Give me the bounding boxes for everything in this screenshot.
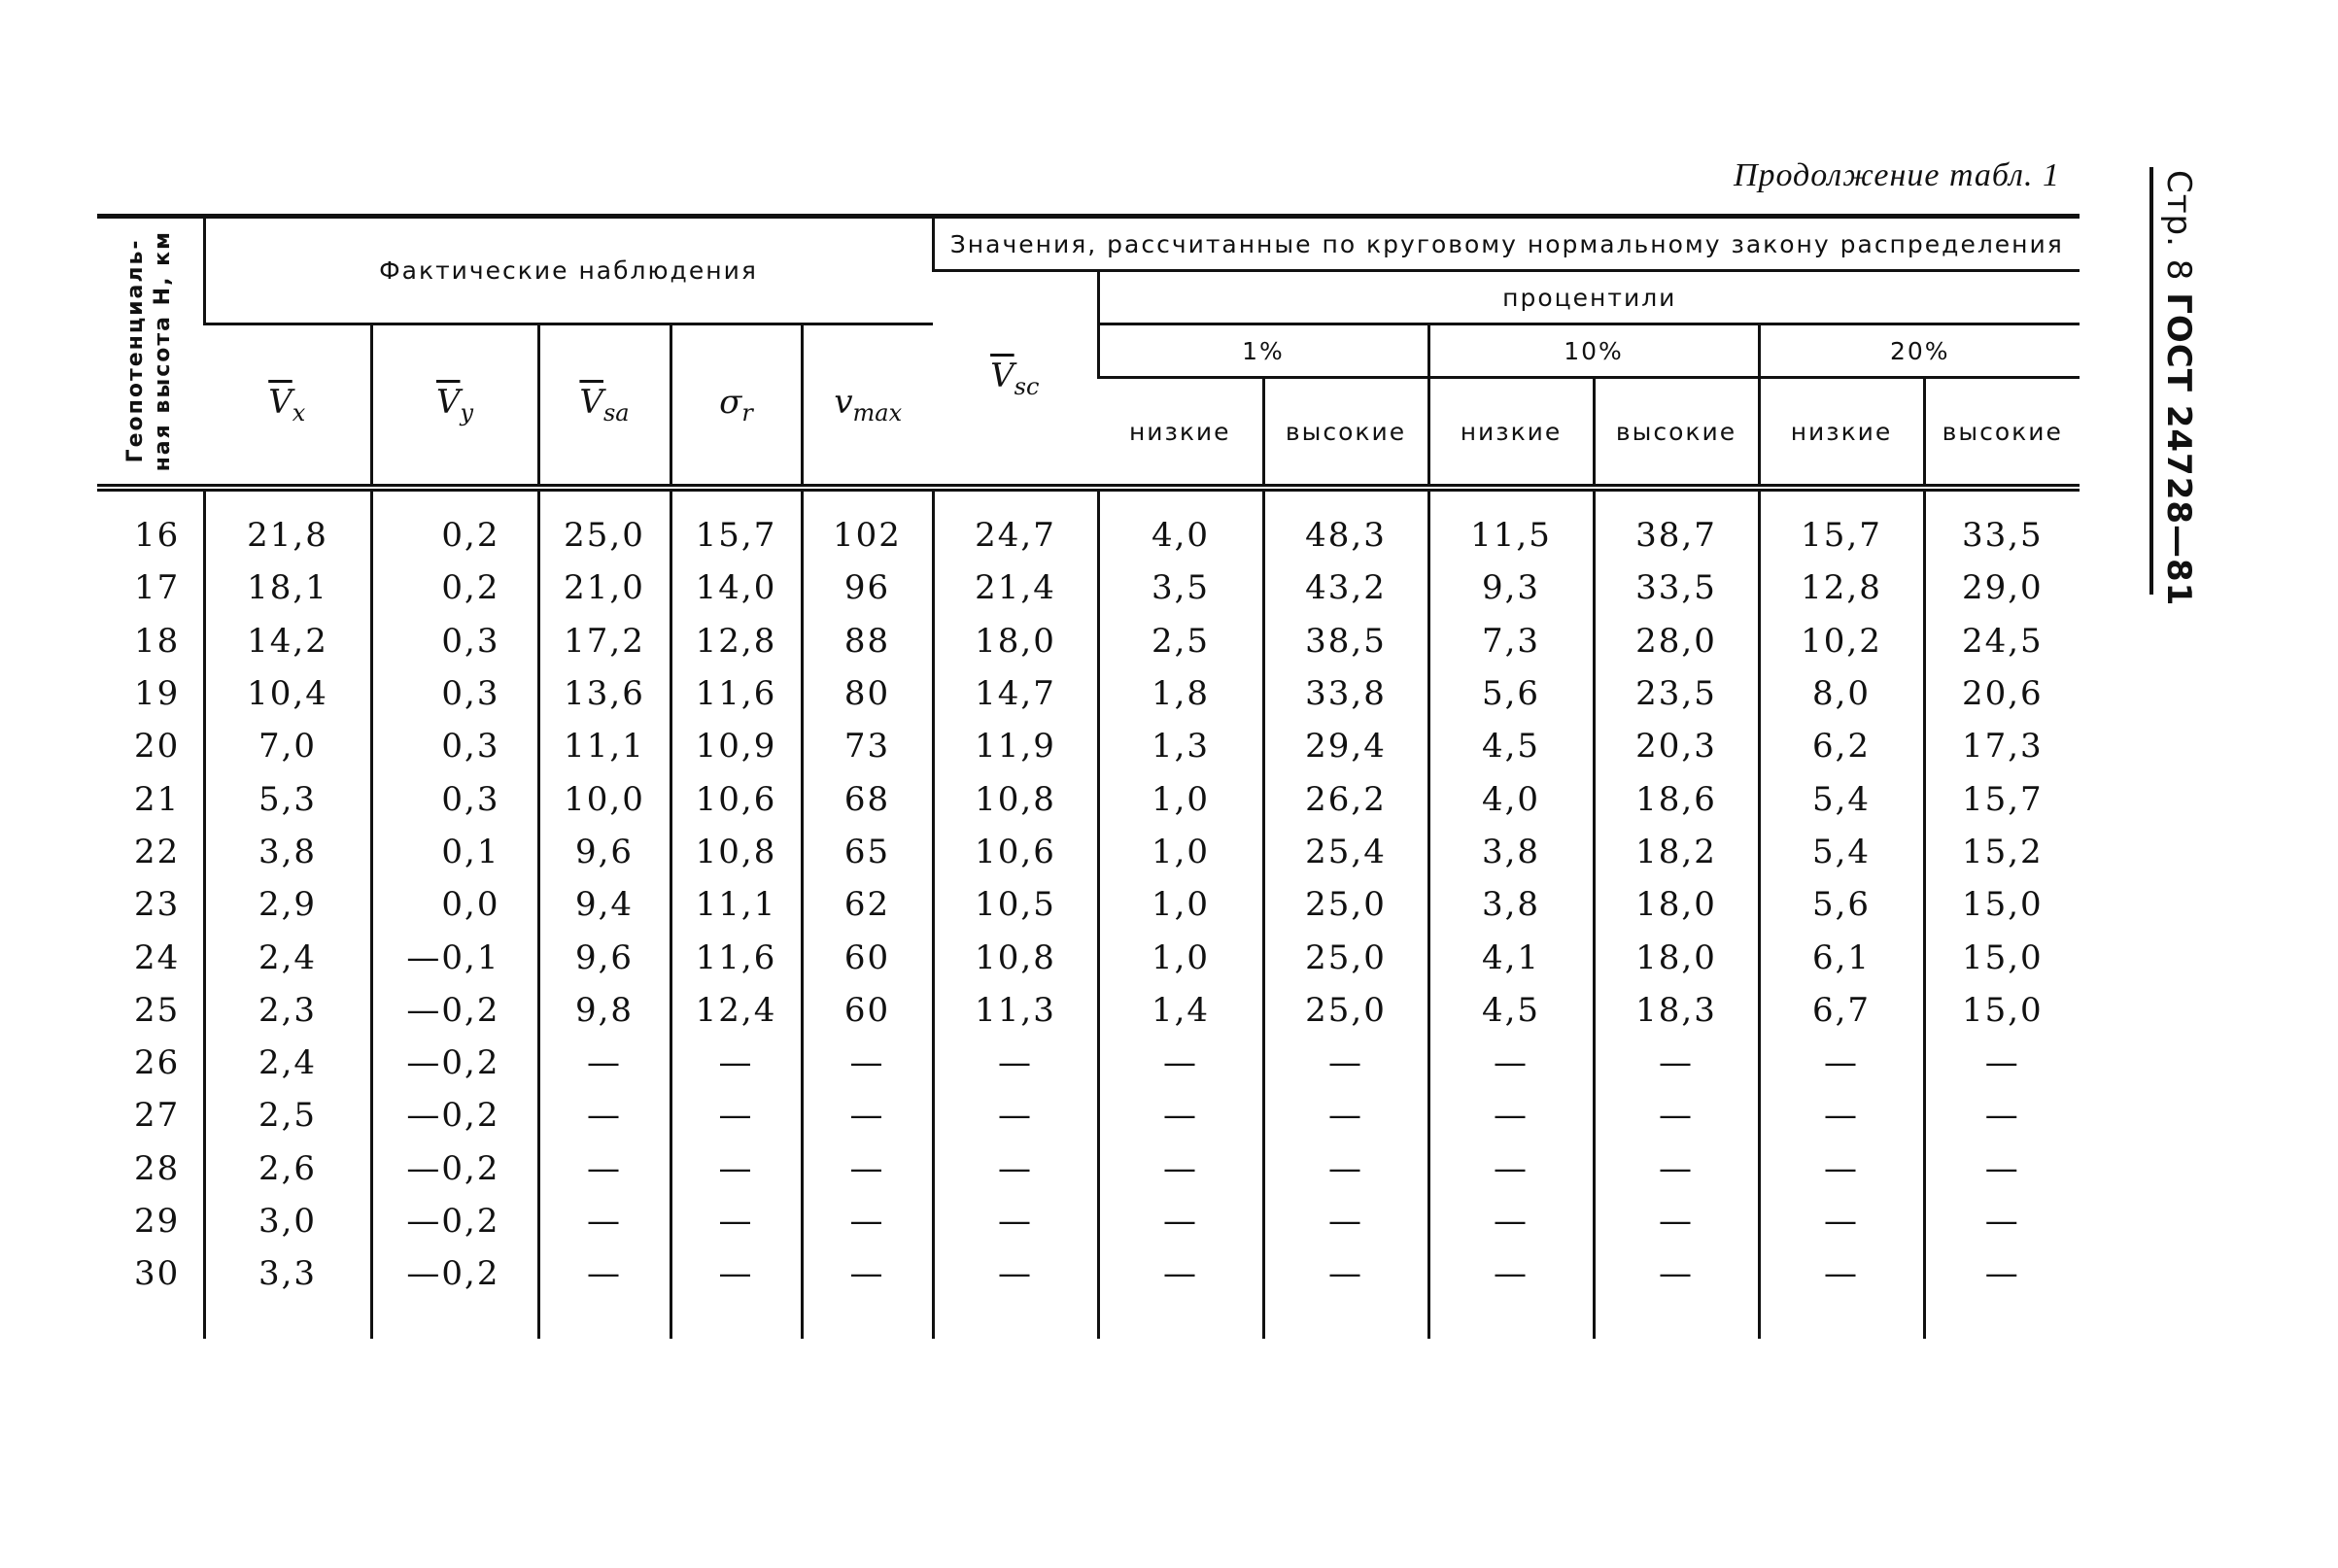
cell-vy: —0,2 xyxy=(371,984,538,1037)
cell-height: 27 xyxy=(134,1096,181,1136)
cell-sigma-r: 14,0 xyxy=(670,562,802,614)
cell-p10-high: 20,3 xyxy=(1594,720,1759,772)
header-p1-high: высокие xyxy=(1263,378,1428,489)
cell-vmax: — xyxy=(802,1089,933,1142)
cell-p20-low: — xyxy=(1759,1195,1924,1247)
cell-p10-low: — xyxy=(1428,1089,1594,1142)
cell-sigma-r: 11,6 xyxy=(670,931,802,983)
cell-p1-low: — xyxy=(1098,1142,1263,1195)
cell-p1-high: 25,0 xyxy=(1263,878,1428,931)
cell-vy: 0,3 xyxy=(371,772,538,825)
cell-vmax: 80 xyxy=(802,667,933,720)
cell-vmax: 96 xyxy=(802,562,933,614)
cell-p1-high: 25,0 xyxy=(1263,984,1428,1037)
cell-p10-high: 18,2 xyxy=(1594,826,1759,878)
cell-vmax: — xyxy=(802,1142,933,1195)
cell-p20-high: 15,2 xyxy=(1924,826,2080,878)
cell-vx: 3,0 xyxy=(204,1195,371,1247)
cell-vx: 2,6 xyxy=(204,1142,371,1195)
header-percentiles: процентили xyxy=(1098,271,2080,324)
cell-p20-low: 5,6 xyxy=(1759,878,1924,931)
cell-height: 30 xyxy=(134,1254,181,1294)
cell-vy: —0,2 xyxy=(371,1037,538,1089)
cell-sigma-r: 11,1 xyxy=(670,878,802,931)
cell-sigma-r: — xyxy=(670,1195,802,1247)
cell-p20-high: 15,7 xyxy=(1924,772,2080,825)
table-row xyxy=(97,772,2080,825)
cell-height: 23 xyxy=(134,885,181,925)
cell-p10-low: — xyxy=(1428,1195,1594,1247)
header-vx: $\overline{V}_x$ xyxy=(204,324,371,489)
cell-p1-low: — xyxy=(1098,1037,1263,1089)
cell-p1-low: 4,0 xyxy=(1098,488,1263,562)
table-row xyxy=(97,878,2080,931)
cell-p1-low: — xyxy=(1098,1195,1263,1247)
cell-p1-high: — xyxy=(1263,1089,1428,1142)
cell-vx: 10,4 xyxy=(204,667,371,720)
cell-vmax: 60 xyxy=(802,984,933,1037)
table-row xyxy=(97,1195,2080,1247)
cell-p20-high: 15,0 xyxy=(1924,931,2080,983)
cell-vx: 2,4 xyxy=(204,1037,371,1089)
cell-p20-high: 33,5 xyxy=(1924,488,2080,562)
table-row xyxy=(97,1089,2080,1142)
cell-sigma-r: 12,8 xyxy=(670,615,802,667)
cell-sigma-r: — xyxy=(670,1142,802,1195)
cell-p20-low: 12,8 xyxy=(1759,562,1924,614)
cell-vsc: — xyxy=(933,1089,1098,1142)
cell-sigma-r: — xyxy=(670,1247,802,1339)
cell-vsc: 10,8 xyxy=(933,931,1098,983)
cell-p20-low: — xyxy=(1759,1142,1924,1195)
cell-p20-low: 15,7 xyxy=(1759,488,1924,562)
cell-vsa: 13,6 xyxy=(538,667,670,720)
cell-p1-high: — xyxy=(1263,1142,1428,1195)
cell-p20-high: 15,0 xyxy=(1924,878,2080,931)
cell-vsa: 11,1 xyxy=(538,720,670,772)
header-p1: 1% xyxy=(1098,324,1428,378)
cell-vsc: — xyxy=(933,1247,1098,1339)
cell-vx: 14,2 xyxy=(204,615,371,667)
cell-p20-low: — xyxy=(1759,1037,1924,1089)
cell-p10-high: 23,5 xyxy=(1594,667,1759,720)
cell-vy: 0,1 xyxy=(371,826,538,878)
cell-vmax: 102 xyxy=(802,488,933,562)
cell-p1-high: 43,2 xyxy=(1263,562,1428,614)
table-row xyxy=(97,931,2080,983)
cell-p10-low: 4,5 xyxy=(1428,984,1594,1037)
header-sigma-r: $\sigma_r$ xyxy=(670,324,802,489)
header-vmax: $v_{max}$ xyxy=(802,324,933,489)
cell-vsa: — xyxy=(538,1195,670,1247)
cell-vmax: 88 xyxy=(802,615,933,667)
header-p20-high: высокие xyxy=(1924,378,2080,489)
table-row xyxy=(97,562,2080,614)
cell-vx: 3,3 xyxy=(204,1247,371,1339)
cell-vy: 0,3 xyxy=(371,720,538,772)
cell-height: 19 xyxy=(134,674,181,714)
cell-vy: 0,2 xyxy=(371,562,538,614)
cell-p10-low: 4,1 xyxy=(1428,931,1594,983)
cell-vsc: 21,4 xyxy=(933,562,1098,614)
cell-p20-high: 24,5 xyxy=(1924,615,2080,667)
table-row xyxy=(97,1037,2080,1089)
header-vsc: $\overline{V}_{sc}$ xyxy=(933,271,1098,489)
cell-vsa: 9,6 xyxy=(538,931,670,983)
cell-vy: —0,2 xyxy=(371,1089,538,1142)
cell-vy: 0,0 xyxy=(371,878,538,931)
cell-vmax: — xyxy=(802,1195,933,1247)
header-p10-low: низкие xyxy=(1428,378,1594,489)
cell-p10-low: 5,6 xyxy=(1428,667,1594,720)
cell-vsc: 24,7 xyxy=(933,488,1098,562)
cell-p10-low: 9,3 xyxy=(1428,562,1594,614)
cell-sigma-r: 15,7 xyxy=(670,488,802,562)
cell-p1-high: 25,0 xyxy=(1263,931,1428,983)
cell-p10-high: 18,0 xyxy=(1594,878,1759,931)
cell-p20-low: 6,2 xyxy=(1759,720,1924,772)
header-calculated-values: Значения, рассчитанные по круговому нормальному закону распределения xyxy=(933,217,2080,271)
cell-height: 18 xyxy=(134,621,181,661)
header-p20-low: низкие xyxy=(1759,378,1924,489)
cell-vmax: 60 xyxy=(802,931,933,983)
cell-p10-high: 18,3 xyxy=(1594,984,1759,1037)
cell-p1-high: — xyxy=(1263,1247,1428,1339)
cell-vx: 18,1 xyxy=(204,562,371,614)
cell-p20-high: — xyxy=(1924,1142,2080,1195)
cell-vy: —0,2 xyxy=(371,1195,538,1247)
cell-vx: 7,0 xyxy=(204,720,371,772)
cell-p20-low: 5,4 xyxy=(1759,772,1924,825)
cell-p10-low: 4,5 xyxy=(1428,720,1594,772)
cell-height: 24 xyxy=(134,937,181,977)
cell-vsa: 17,2 xyxy=(538,615,670,667)
cell-p10-high: — xyxy=(1594,1142,1759,1195)
cell-p20-high: 15,0 xyxy=(1924,984,2080,1037)
cell-height: 29 xyxy=(134,1202,181,1241)
cell-height: 26 xyxy=(134,1043,181,1083)
cell-sigma-r: 10,9 xyxy=(670,720,802,772)
cell-p1-high: 48,3 xyxy=(1263,488,1428,562)
cell-height: 20 xyxy=(134,727,181,767)
cell-p1-high: 25,4 xyxy=(1263,826,1428,878)
cell-height: 21 xyxy=(134,779,181,819)
cell-vmax: — xyxy=(802,1247,933,1339)
cell-p10-high: — xyxy=(1594,1195,1759,1247)
cell-p20-high: 20,6 xyxy=(1924,667,2080,720)
page-number-label xyxy=(2159,170,2198,606)
cell-p1-high: 33,8 xyxy=(1263,667,1428,720)
cell-p20-low: — xyxy=(1759,1089,1924,1142)
cell-vx: 21,8 xyxy=(204,488,371,562)
table-row xyxy=(97,720,2080,772)
cell-vsa: 10,0 xyxy=(538,772,670,825)
table-row xyxy=(97,826,2080,878)
cell-height: 16 xyxy=(134,516,181,556)
cell-vsc: 11,9 xyxy=(933,720,1098,772)
cell-vsa: — xyxy=(538,1247,670,1339)
cell-height: 25 xyxy=(134,990,181,1030)
cell-vy: —0,2 xyxy=(371,1247,538,1339)
cell-p1-low: 2,5 xyxy=(1098,615,1263,667)
cell-vx: 2,5 xyxy=(204,1089,371,1142)
cell-p10-high: — xyxy=(1594,1247,1759,1339)
cell-vsc: — xyxy=(933,1195,1098,1247)
cell-vmax: 68 xyxy=(802,772,933,825)
cell-p10-low: 3,8 xyxy=(1428,826,1594,878)
cell-p1-high: 29,4 xyxy=(1263,720,1428,772)
cell-vsc: — xyxy=(933,1037,1098,1089)
cell-p20-low: — xyxy=(1759,1247,1924,1339)
page-number: Стр. 8 xyxy=(2159,170,2198,282)
cell-p10-low: — xyxy=(1428,1142,1594,1195)
table-row xyxy=(97,488,2080,562)
cell-vsa: — xyxy=(538,1142,670,1195)
cell-p20-high: — xyxy=(1924,1037,2080,1089)
cell-vsa: 25,0 xyxy=(538,488,670,562)
table-row xyxy=(97,667,2080,720)
cell-p1-high: 38,5 xyxy=(1263,615,1428,667)
cell-p1-low: 1,0 xyxy=(1098,772,1263,825)
cell-p20-low: 6,7 xyxy=(1759,984,1924,1037)
cell-height: 28 xyxy=(134,1148,181,1188)
cell-p10-high: 18,0 xyxy=(1594,931,1759,983)
cell-p1-high: — xyxy=(1263,1037,1428,1089)
cell-vy: 0,2 xyxy=(371,488,538,562)
cell-vsa: 9,4 xyxy=(538,878,670,931)
cell-sigma-r: 12,4 xyxy=(670,984,802,1037)
header-vy: $\overline{V}_y$ xyxy=(371,324,538,489)
header-p20: 20% xyxy=(1759,324,2080,378)
cell-vsc: — xyxy=(933,1142,1098,1195)
cell-vsc: 11,3 xyxy=(933,984,1098,1037)
cell-vmax: 73 xyxy=(802,720,933,772)
cell-vsa: — xyxy=(538,1089,670,1142)
table-row xyxy=(97,1247,2080,1339)
cell-vy: —0,2 xyxy=(371,1142,538,1195)
cell-vmax: 65 xyxy=(802,826,933,878)
cell-p1-low: 1,8 xyxy=(1098,667,1263,720)
cell-p1-high: 26,2 xyxy=(1263,772,1428,825)
cell-vy: 0,3 xyxy=(371,667,538,720)
data-table xyxy=(97,214,2080,1339)
cell-vsa: — xyxy=(538,1037,670,1089)
cell-p1-low: 1,0 xyxy=(1098,826,1263,878)
cell-height: 22 xyxy=(134,832,181,871)
table-body xyxy=(97,488,2080,1339)
cell-p10-high: 18,6 xyxy=(1594,772,1759,825)
cell-vsa: 9,8 xyxy=(538,984,670,1037)
cell-p1-low: — xyxy=(1098,1247,1263,1339)
cell-p1-low: 1,0 xyxy=(1098,931,1263,983)
standard-id: ГОСТ 24728—81 xyxy=(2159,292,2198,607)
cell-sigma-r: — xyxy=(670,1089,802,1142)
cell-p10-high: 28,0 xyxy=(1594,615,1759,667)
cell-p1-low: 1,4 xyxy=(1098,984,1263,1037)
cell-sigma-r: 10,8 xyxy=(670,826,802,878)
cell-sigma-r: — xyxy=(670,1037,802,1089)
header-height: Геопотенциаль- ная высота H, км xyxy=(97,217,204,489)
cell-vsc: 10,8 xyxy=(933,772,1098,825)
cell-p10-high: 33,5 xyxy=(1594,562,1759,614)
header-p10: 10% xyxy=(1428,324,1759,378)
cell-vsc: 14,7 xyxy=(933,667,1098,720)
cell-vsc: 10,6 xyxy=(933,826,1098,878)
cell-vsa: 9,6 xyxy=(538,826,670,878)
header-p1-low: низкие xyxy=(1098,378,1263,489)
continuation-label: Продолжение табл. 1 xyxy=(1733,157,2060,193)
cell-p20-high: — xyxy=(1924,1089,2080,1142)
table-header xyxy=(97,217,2080,489)
cell-vmax: — xyxy=(802,1037,933,1089)
cell-sigma-r: 10,6 xyxy=(670,772,802,825)
cell-vy: —0,1 xyxy=(371,931,538,983)
cell-p10-low: 4,0 xyxy=(1428,772,1594,825)
cell-p10-high: 38,7 xyxy=(1594,488,1759,562)
header-actual-observations: Фактические наблюдения xyxy=(204,217,933,324)
cell-p10-low: 7,3 xyxy=(1428,615,1594,667)
cell-p10-high: — xyxy=(1594,1037,1759,1089)
cell-p1-low: — xyxy=(1098,1089,1263,1142)
cell-sigma-r: 11,6 xyxy=(670,667,802,720)
cell-p1-high: — xyxy=(1263,1195,1428,1247)
table-row xyxy=(97,1142,2080,1195)
header-vsa: $\overline{V}_{sa}$ xyxy=(538,324,670,489)
cell-p10-low: — xyxy=(1428,1247,1594,1339)
cell-p20-high: — xyxy=(1924,1195,2080,1247)
cell-vsc: 10,5 xyxy=(933,878,1098,931)
cell-p10-low: — xyxy=(1428,1037,1594,1089)
cell-vx: 3,8 xyxy=(204,826,371,878)
cell-vsa: 21,0 xyxy=(538,562,670,614)
cell-p20-high: 17,3 xyxy=(1924,720,2080,772)
cell-p20-low: 6,1 xyxy=(1759,931,1924,983)
cell-p1-low: 3,5 xyxy=(1098,562,1263,614)
cell-p1-low: 1,3 xyxy=(1098,720,1263,772)
header-p10-high: высокие xyxy=(1594,378,1759,489)
cell-vy: 0,3 xyxy=(371,615,538,667)
cell-vx: 2,3 xyxy=(204,984,371,1037)
cell-height: 17 xyxy=(134,568,181,608)
cell-p20-low: 10,2 xyxy=(1759,615,1924,667)
cell-vsc: 18,0 xyxy=(933,615,1098,667)
cell-p20-high: 29,0 xyxy=(1924,562,2080,614)
cell-vmax: 62 xyxy=(802,878,933,931)
cell-vx: 2,4 xyxy=(204,931,371,983)
table-row xyxy=(97,615,2080,667)
cell-vx: 2,9 xyxy=(204,878,371,931)
cell-vx: 5,3 xyxy=(204,772,371,825)
table-row xyxy=(97,984,2080,1037)
cell-p10-low: 11,5 xyxy=(1428,488,1594,562)
cell-p1-low: 1,0 xyxy=(1098,878,1263,931)
cell-p20-low: 5,4 xyxy=(1759,826,1924,878)
cell-p10-high: — xyxy=(1594,1089,1759,1142)
cell-p10-low: 3,8 xyxy=(1428,878,1594,931)
cell-p20-high: — xyxy=(1924,1247,2080,1339)
cell-p20-low: 8,0 xyxy=(1759,667,1924,720)
